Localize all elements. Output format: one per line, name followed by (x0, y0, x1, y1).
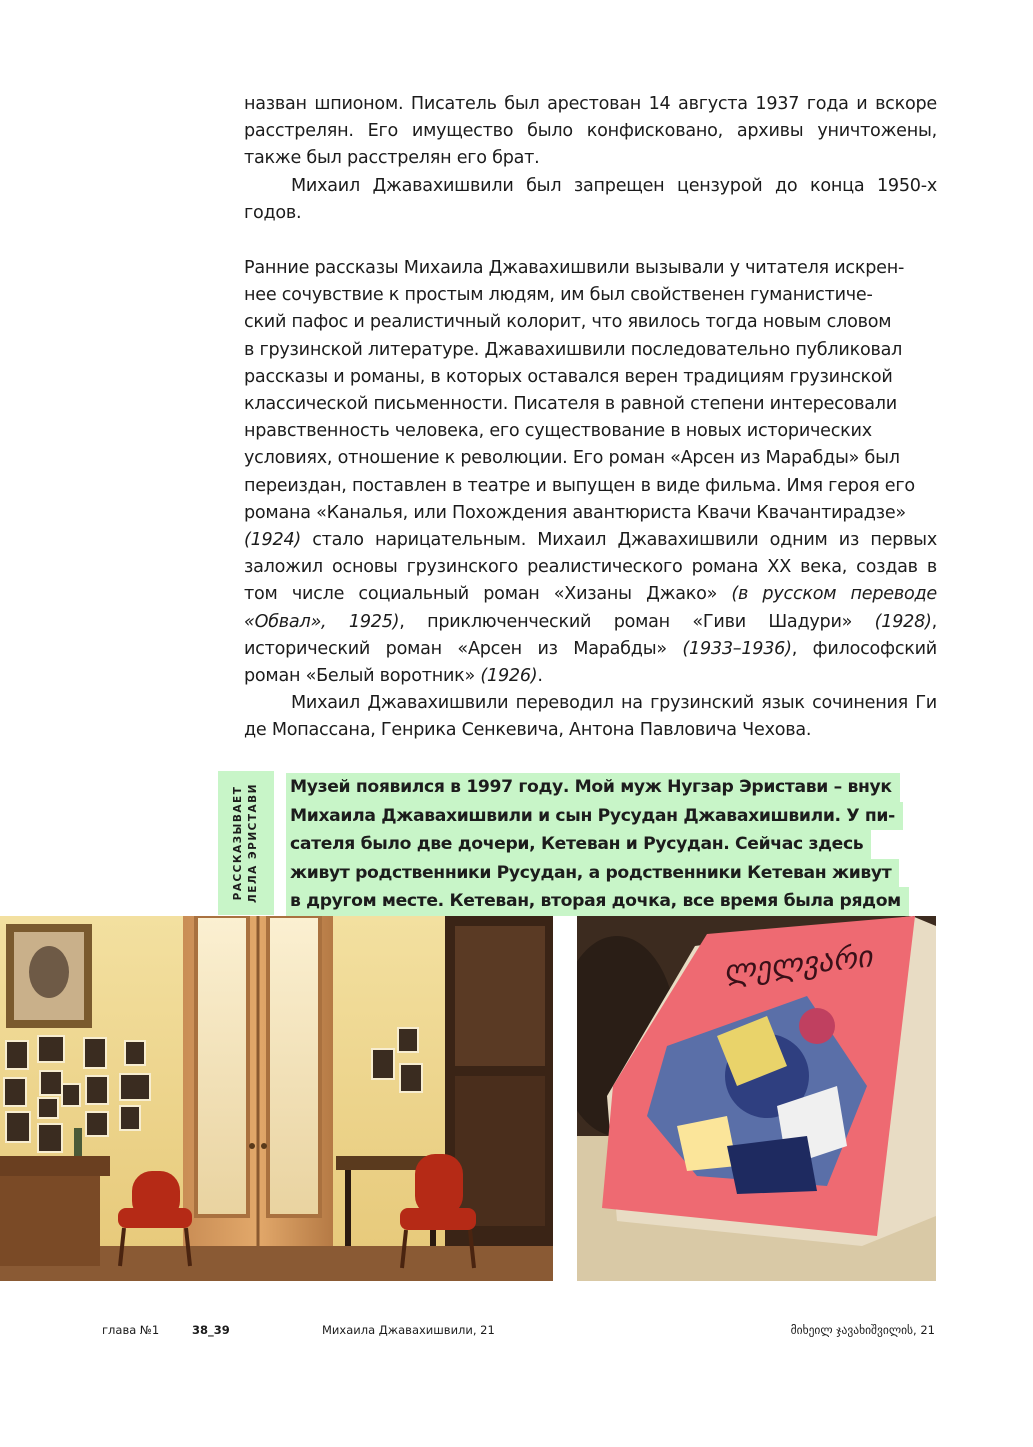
text-line: условиях, отношение к революции. Его роман «Арсен из Марабды» был (244, 448, 900, 469)
paragraph-arrest: назван шпионом. Писатель был арестован 14 августа 1937 года и вскоре расстрелян. Его имущество было конфисковано, архивы уничтожены, также был расстрелян его брат. (244, 94, 937, 169)
text-line: в грузинской литературе. Джавахишвили последовательно публиковал (244, 339, 903, 360)
interview-quote-block (218, 771, 938, 915)
museum-room-illustration (0, 916, 553, 1281)
text-span: . (537, 666, 543, 687)
article-body-top (244, 91, 937, 227)
text-span: стало нарицательным. Михаил Джавахишвили одним из первых заложил основы грузинского реалистического романа XX века, создав в том числе социальный роман «Хизаны Джако» (244, 530, 937, 605)
italic-year: (1926) (480, 666, 538, 687)
quote-line: сателя было две дочери, Кетеван и Русудан. Сейчас здесь (286, 830, 871, 859)
narrator-label (218, 771, 274, 915)
text-line: классической письменности. Писателя в равной степени интересовали (244, 394, 897, 415)
text-span: , приключенческий роман «Гиви Шадури» (399, 611, 875, 632)
text-line: Ранние рассказы Михаила Джавахишвили вызывали у читателя искрен- (244, 258, 905, 278)
book-illustration (577, 916, 936, 1281)
text-span: , исторический роман «Арсен из Марабды» (244, 611, 937, 659)
quote-line: Михаила Джавахишвили и сын Русудан Джавахишвили. У пи- (286, 802, 903, 831)
book-title: ლელვარი (722, 939, 874, 990)
footer-page-numbers: 38_39 (192, 1323, 230, 1337)
article-body-main (244, 255, 937, 745)
narrator-label-line1: РАССКАЗЫВАЕТ (232, 785, 244, 901)
paragraph-censorship: Михаил Джавахишвили был запрещен цензурой до конца 1950-х годов. (244, 175, 937, 223)
italic-year: (1933–1936) (682, 638, 792, 659)
text-line: нее сочувствие к простым людям, им был свойственен гуманистиче- (244, 285, 873, 306)
paragraph-early-stories (244, 255, 937, 690)
quote-line: Музей появился в 1997 году. Мой муж Нугзар Эристави – внук (286, 773, 900, 802)
quote-text (290, 773, 950, 916)
paragraph-novels (244, 527, 937, 690)
text-line: нравственность человека, его существование в новых исторических (244, 421, 872, 442)
paragraph-translations: Михаил Джавахишвили переводил на грузинский язык сочинения Ги де Мопассана, Генрика Сенкевича, Антона Павловича Чехова. (244, 693, 937, 741)
footer-address-ka: მიხეილ ჯავახიშვილის, 21 (790, 1323, 935, 1337)
quote-line: живут родственники Русудан, а родственники Кетеван живут (286, 859, 899, 888)
year-1924: (1924) (244, 530, 302, 551)
text-span: , философский роман «Белый воротник» (244, 638, 937, 687)
text-line: романа «Каналья, или Похождения авантюриста Квачи Квачантирадзе» (244, 502, 906, 523)
quote-line: в другом месте. Кетеван, вторая дочка, все время была рядом (286, 887, 909, 916)
footer-address-ru: Михаила Джавахишвили, 21 (322, 1323, 495, 1337)
italic-year: (1928) (874, 611, 932, 632)
footer-chapter: глава №1 (102, 1323, 160, 1337)
museum-room-photo (0, 916, 553, 1281)
text-line: ский пафос и реалистичный колорит, что явилось тогда новым словом (244, 312, 892, 333)
book-photo (577, 916, 936, 1281)
narrator-label-text (231, 773, 261, 913)
narrator-label-line2: ЛЕЛА ЭРИСТАВИ (247, 783, 259, 903)
text-line: рассказы и романы, в которых оставался верен традициям грузинской (244, 366, 893, 387)
italic-note: (в русском переводе «Обвал», 1925) (244, 584, 937, 632)
text-line: переиздан, поставлен в театре и выпущен в виде фильма. Имя героя его (244, 475, 915, 496)
